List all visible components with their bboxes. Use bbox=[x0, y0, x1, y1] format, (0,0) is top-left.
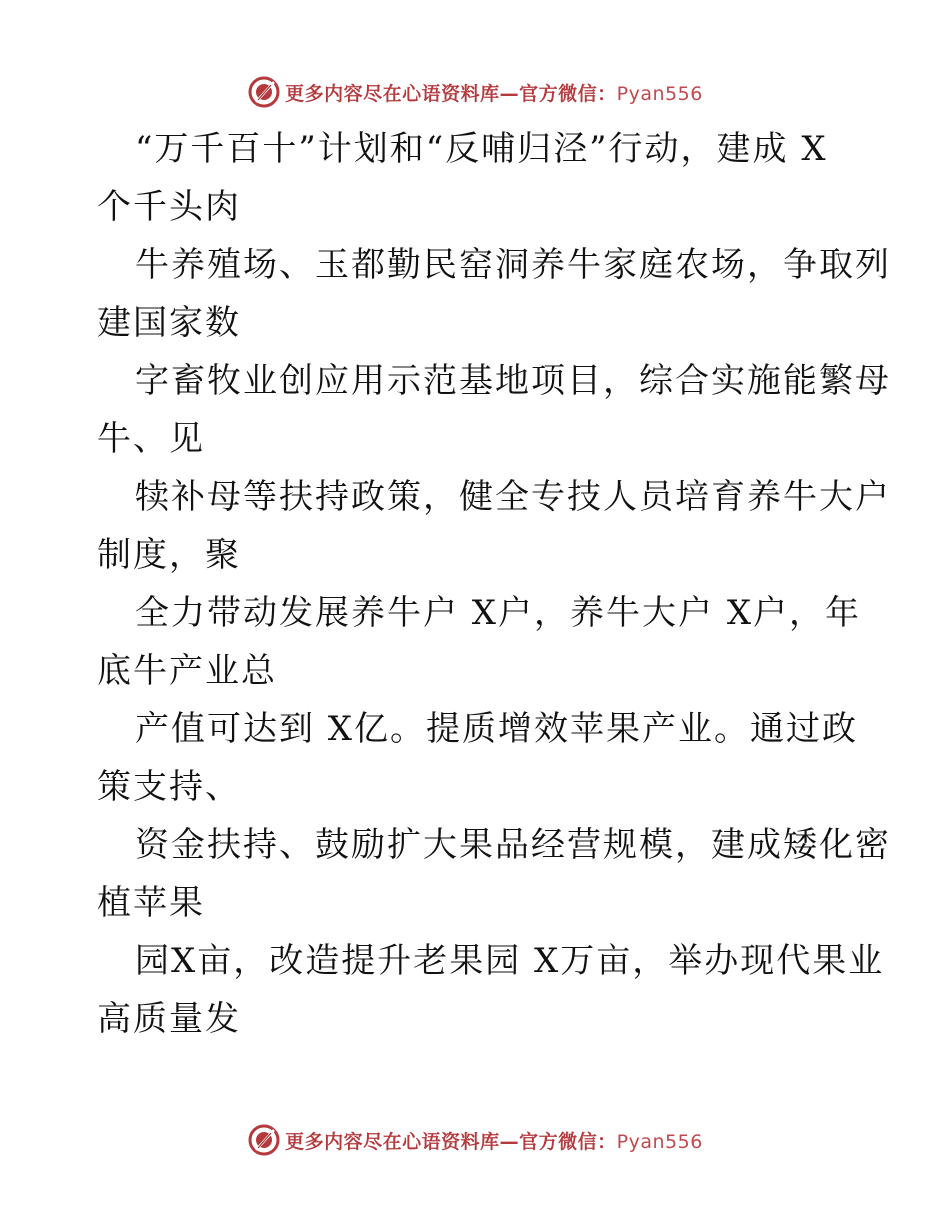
header-watermark-text: 更多内容尽在心语资料库—官方微信：Pyan556 bbox=[285, 82, 703, 105]
body-line: 牛、见 bbox=[97, 419, 205, 459]
quill-seal-icon bbox=[247, 75, 281, 109]
header-watermark-banner bbox=[0, 72, 950, 112]
footer-watermark-text: 更多内容尽在心语资料库—官方微信：Pyan556 bbox=[285, 1130, 703, 1153]
body-line: 策支持、 bbox=[97, 767, 241, 807]
body-line: 建国家数 bbox=[97, 303, 241, 343]
body-line: 植苹果 bbox=[97, 883, 205, 923]
body-line: “万千百十”计划和“反哺归泾”行动，建成 X bbox=[135, 129, 828, 169]
body-line: 底牛产业总 bbox=[97, 651, 277, 691]
body-line: 制度，聚 bbox=[97, 535, 241, 575]
body-line: 个千头肉 bbox=[97, 187, 241, 227]
body-line: 犊补母等扶持政策，健全专技人员培育养牛大户 bbox=[135, 477, 891, 517]
footer-watermark-banner bbox=[0, 1120, 950, 1160]
body-line: 全力带动发展养牛户 X户，养牛大户 X户，年 bbox=[135, 593, 862, 633]
body-line: 牛养殖场、玉都勤民窑洞养牛家庭农场，争取列 bbox=[135, 245, 891, 285]
body-line: 高质量发 bbox=[97, 999, 241, 1039]
body-line: 产值可达到 X亿。提质增效苹果产业。通过政 bbox=[135, 709, 859, 749]
body-line: 园X亩，改造提升老果园 X万亩，举办现代果业 bbox=[135, 941, 885, 981]
quill-seal-icon bbox=[247, 1123, 281, 1157]
body-line: 字畜牧业创应用示范基地项目，综合实施能繁母 bbox=[135, 361, 891, 401]
body-line: 资金扶持、鼓励扩大果品经营规模，建成矮化密 bbox=[135, 825, 891, 865]
